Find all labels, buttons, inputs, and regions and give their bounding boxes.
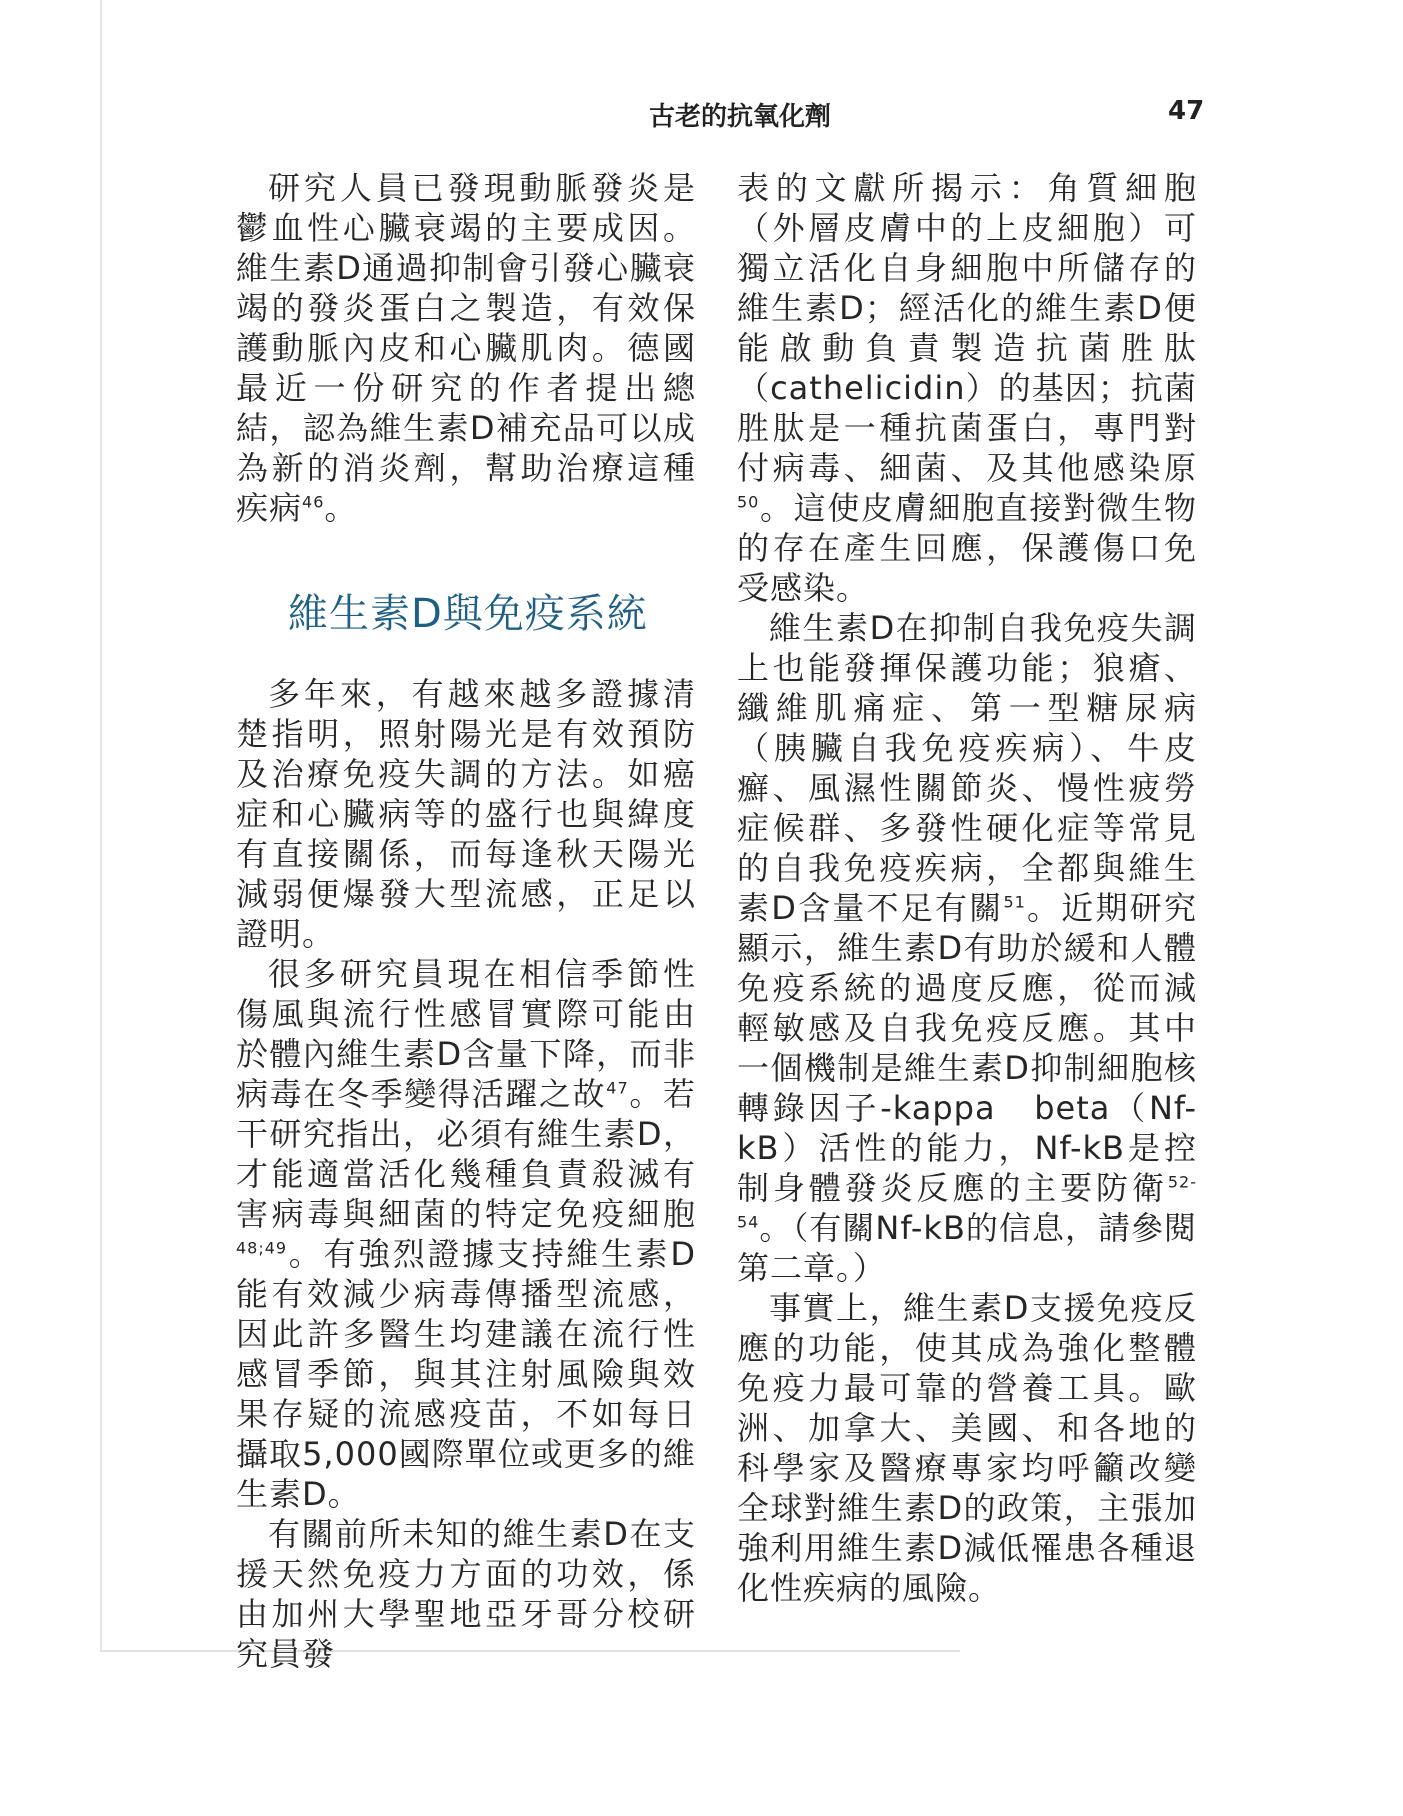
paragraph: 很多研究員現在相信季節性傷風與流行性感冒實際可能由於體內維生素D含量下降，而非病毒在冬季變得活躍之故$^{47}$。若干研究指出，必須有維生素D，才能適當活化幾種負責殺滅有害病毒與細菌的特定免疫細胞$^{48;49}$。有強烈證據支持維生素D能有效減少病毒傳播型流感，因此許多醫生均建議在流行性感冒季節，與其注射風險與效果存疑的流感疫苗，不如每日攝取5,000國際單位或更多的維生素D。 (236, 955, 696, 1513)
running-header (0, 96, 1403, 136)
paragraph: 多年來，有越來越多證據清楚指明，照射陽光是有效預防及治療免疫失調的方法。如癌症和心臟病等的盛行也與緯度有直接關係，而每逢秋天陽光減弱便爆發大型流感，正足以證明。 (236, 675, 696, 953)
footnote-ref: 47 (606, 1078, 629, 1098)
footnote-ref: 51 (1003, 892, 1026, 912)
section-heading: 維生素D與免疫系統 (288, 591, 648, 637)
footnote-ref: 48;49 (236, 1238, 288, 1258)
paragraph-continued: 表的文獻所揭示：角質細胞（外層皮膚中的上皮細胞）可獨立活化自身細胞中所儲存的維生素D；經活化的維生素D便能啟動負責製造抗菌胜肽（cathelicidin）的基因；抗菌胜肽是一種抗菌蛋白，專門對付病毒、細菌、及其他感染原$^{50}$。這使皮膚細胞直接對微生物的存在產生回應，保護傷口免受感染。 (737, 169, 1197, 607)
footnote-ref: 46 (302, 492, 325, 512)
page-number: 47 (1168, 96, 1205, 126)
footnote-ref: 52-54 (737, 1172, 1197, 1232)
footnote-ref: 50 (737, 492, 760, 512)
running-title: 古老的抗氧化劑 (648, 102, 831, 132)
page-edge-left (100, 0, 102, 1650)
right-column (737, 168, 1197, 1608)
paragraph: 研究人員已發現動脈發炎是鬱血性心臟衰竭的主要成因。維生素D通過抑制會引發心臟衰竭的發炎蛋白之製造，有效保護動脈內皮和心臟肌肉。德國最近一份研究的作者提出總結，認為維生素D補充品可以成為新的消炎劑，幫助治療這種疾病$^{46}$。 (236, 169, 696, 527)
paragraph: 事實上，維生素D支援免疫反應的功能，使其成為強化整體免疫力最可靠的營養工具。歐洲、加拿大、美國、和各地的科學家及醫療專家均呼籲改變全球對維生素D的政策，主張加強利用維生素D減低罹患各種退化性疾病的風險。 (737, 1289, 1197, 1607)
left-column (236, 168, 696, 1674)
paragraph: 有關前所未知的維生素D在支援天然免疫力方面的功效，係由加州大學聖地亞牙哥分校研究員發 (236, 1515, 696, 1673)
paragraph: 維生素D在抑制自我免疫失調上也能發揮保護功能；狼瘡、纖維肌痛症、第一型糖尿病（胰臟自我免疫疾病）、牛皮癬、風濕性關節炎、慢性疲勞症候群、多發性硬化症等常見的自我免疫疾病，全都與維生素D含量不足有關$^{51}$。近期研究顯示，維生素D有助於緩和人體免疫系統的過度反應，從而減輕敏感及自我免疫反應。其中一個機制是維生素D抑制細胞核轉錄因子-kappa beta（Nf-kB）活性的能力，Nf-kB是控制身體發炎反應的主要防衛$^{52-54}$。（有關Nf-kB的信息，請參閱第二章。） (737, 609, 1197, 1287)
